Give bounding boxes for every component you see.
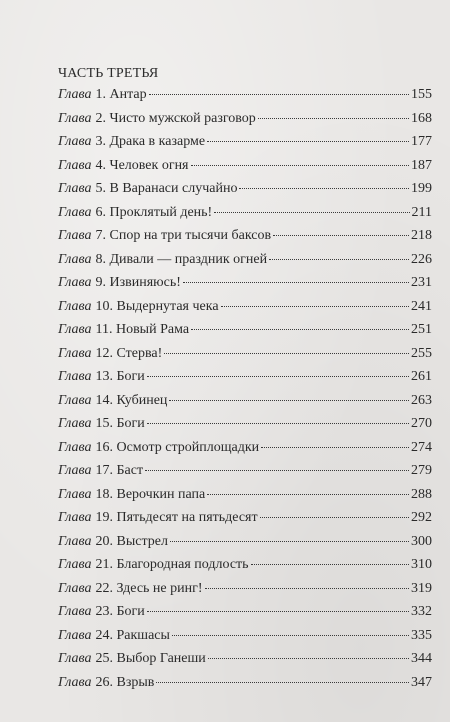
chapter-title: 26. Взрыв [95,674,155,690]
chapter-prefix: Глава [58,510,92,525]
chapter-prefix: Глава [58,651,92,666]
chapter-prefix: Глава [58,533,92,549]
chapter-title: 18. Верочкин папа [95,486,206,502]
toc-entry [58,671,432,695]
dot-leader [156,681,409,683]
dot-leader [251,563,409,565]
chapter-title: 12. Стерва! [95,345,163,361]
page-number: 335 [411,627,432,643]
chapter-title: 7. Спор на три тысячи баксов [95,228,272,243]
chapter-prefix: Глава [58,674,92,690]
chapter-title: 21. Благородная подлость [95,557,249,572]
chapter-prefix: Глава [58,298,92,314]
chapter-title: 23. Боги [95,604,145,619]
toc-entry [58,483,432,507]
dot-leader [214,211,409,213]
toc-entry [58,248,432,272]
chapter-prefix: Глава [58,87,92,102]
chapter-title: 17. Баст [95,463,144,478]
dot-leader [261,446,409,448]
chapter-prefix: Глава [58,416,92,431]
toc-entry [58,530,432,554]
toc-entry [58,624,432,648]
chapter-prefix: Глава [58,580,92,596]
dot-leader [208,657,409,659]
chapter-prefix: Глава [58,204,92,220]
toc-entry [58,647,432,671]
toc-entry [58,154,432,178]
chapter-title: 15. Боги [95,416,145,431]
chapter-prefix: Глава [58,486,92,502]
page-number: 274 [411,439,432,455]
chapter-prefix: Глава [58,322,92,337]
page-number: 211 [411,204,432,220]
chapter-title: 11. Новый Рама [95,322,190,337]
chapter-title: 6. Проклятый день! [95,204,213,220]
chapter-prefix: Глава [58,604,92,619]
toc-entry [58,412,432,436]
page-number: 226 [411,251,432,267]
page-number: 270 [411,416,432,431]
toc-entry [58,224,432,248]
page-number: 168 [411,110,432,126]
chapter-title: 24. Ракшасы [95,627,170,643]
dot-leader [191,164,409,166]
chapter-prefix: Глава [58,439,92,455]
dot-leader [258,117,409,119]
dot-leader [273,234,409,236]
chapter-title: 2. Чисто мужской разговор [95,110,256,126]
chapter-title: 9. Извиняюсь! [95,275,181,290]
chapter-prefix: Глава [58,463,92,478]
chapter-title: 3. Драка в казарме [95,134,206,149]
dot-leader [172,634,409,636]
toc-entry [58,201,432,225]
dot-leader [221,305,409,307]
chapter-prefix: Глава [58,627,92,643]
chapter-prefix: Глава [58,228,92,243]
chapter-prefix: Глава [58,251,92,267]
dot-leader [147,422,409,424]
dot-leader [147,610,409,612]
chapter-prefix: Глава [58,392,92,408]
chapter-title: 13. Боги [95,369,145,384]
chapter-prefix: Глава [58,134,92,149]
dot-leader [205,587,409,589]
dot-leader [149,93,409,95]
dot-leader [164,352,409,354]
page-number: 199 [411,181,432,196]
page-number: 261 [411,369,432,384]
toc-entry [58,506,432,530]
dot-leader [170,540,409,542]
toc-entry [58,107,432,131]
page-number: 310 [411,557,432,572]
page-number: 177 [411,134,432,149]
page-number: 319 [411,580,432,596]
page-number: 251 [411,322,432,337]
page-number: 288 [411,486,432,502]
chapter-prefix: Глава [58,369,92,384]
chapter-title: 25. Выбор Ганеши [95,651,206,666]
chapter-prefix: Глава [58,110,92,126]
toc-entry [58,342,432,366]
toc-entry [58,295,432,319]
toc-entry [58,177,432,201]
page-number: 255 [411,345,432,361]
dot-leader [147,375,409,377]
page-number: 241 [411,298,432,314]
page-number: 300 [411,533,432,549]
chapter-prefix: Глава [58,557,92,572]
page-number: 279 [411,463,432,478]
page-number: 231 [411,275,432,290]
toc-entry [58,553,432,577]
page-number: 187 [411,157,432,173]
chapter-prefix: Глава [58,181,92,196]
page-number: 155 [411,87,432,102]
toc-entry [58,577,432,601]
chapter-title: 10. Выдернутая чека [95,298,219,314]
chapter-title: 19. Пятьдесят на пятьдесят [95,510,258,525]
chapter-prefix: Глава [58,157,92,173]
chapter-title: 5. В Варанаси случайно [95,181,238,196]
chapter-title: 14. Кубинец [95,392,168,408]
chapter-title: 8. Дивали — праздник огней [95,251,268,267]
chapter-prefix: Глава [58,345,92,361]
section-title: ЧАСТЬ ТРЕТЬЯ [58,66,159,81]
page-number: 292 [411,510,432,525]
toc-entry [58,389,432,413]
table-of-contents [58,83,432,694]
dot-leader [169,399,409,401]
toc-entry [58,271,432,295]
dot-leader [183,281,409,283]
page-number: 347 [411,674,432,690]
dot-leader [269,258,409,260]
toc-entry [58,365,432,389]
dot-leader [191,328,409,330]
chapter-title: 20. Выстрел [95,533,168,549]
page-number: 263 [411,392,432,408]
dot-leader [145,469,409,471]
dot-leader [260,516,409,518]
toc-entry [58,318,432,342]
toc-entry [58,459,432,483]
chapter-title: 22. Здесь не ринг! [95,580,203,596]
dot-leader [239,187,409,189]
toc-entry [58,130,432,154]
chapter-title: 4. Человек огня [95,157,189,173]
page-number: 218 [411,228,432,243]
toc-entry [58,600,432,624]
chapter-title: 16. Осмотр стройплощадки [95,439,260,455]
toc-entry [58,436,432,460]
chapter-prefix: Глава [58,275,92,290]
page-number: 332 [411,604,432,619]
page-number: 344 [411,651,432,666]
dot-leader [207,140,409,142]
chapter-title: 1. Антар [95,87,147,102]
dot-leader [207,493,409,495]
toc-entry [58,83,432,107]
